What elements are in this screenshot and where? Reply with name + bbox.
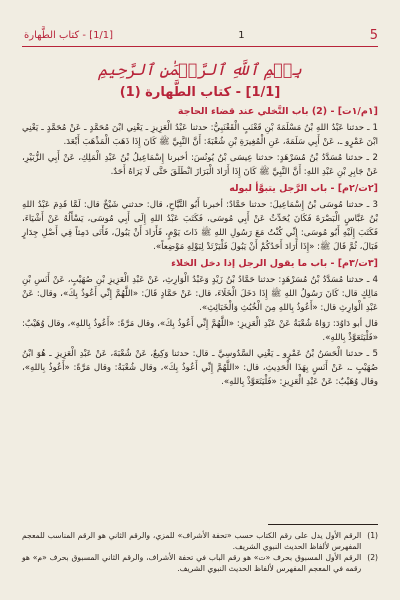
book-title: [1/1] - كتاب الطَّهارة (1) bbox=[119, 85, 281, 100]
section bbox=[22, 257, 378, 389]
section bbox=[22, 105, 378, 179]
hadith-paragraph: 5 ـ حدثنا الْحَسَنُ بْنُ عَمْرٍو ـ يَعْنِي السَّدُوسِيَّ ـ قال: حدثنا وَكِيعٌ، عَنْ شُعْبَةَ، عَنْ عَبْدِ الْعَزِيزِ ـ هُوَ ابْنُ صُهَيْبٍ ـ، عَنْ أَنَسٍ بِهَذَا الْحَدِيثِ، قال: «اللَّهُمَّ إِنِّي أَعُوذُ بِكَ»، وقال شُعْبَةُ: وقال مَرَّةً: «أَعُوذُ بِاللهِ»، وقال وُهَيْبٌ: عَنْ عَبْدِ الْعَزِيزِ: «فَلْيَتَعَوَّذْ بِاللهِ». bbox=[22, 349, 378, 387]
hadith-paragraph: 3 ـ حدثنا مُوسَى بْنُ إِسْمَاعِيلَ: حدثنا حَمَّادٌ: أخبرنا أَبُو التَّيَّاحِ، قال: حدثني شَيْخٌ قال: لَمَّا قَدِمَ عَبْدُ اللهِ بْنُ عَبَّاسٍ الْبَصْرَةَ فَكَانَ يُحَدِّثُ عَنْ أَبِي مُوسَى، فَكَتَبَ عَبْدُ اللهِ إِلَى أَبِي مُوسَى، يَسْأَلُهُ عَنْ أَشْيَاءَ، فَكَتَبَ إِلَيْهِ أَبُو مُوسَى: إِنِّي كُنْتُ مَعَ رَسُولِ اللهِ ﷺ ذَاتَ يَوْمٍ، فَأَرَادَ أَنْ يَبُولَ، فَأَتَى دَمِثاً فِي أَصْلِ جِدَارٍ فَبَالَ، ثُمَّ قَالَ ﷺ: «إِذَا أَرَادَ أَحَدُكُمْ أَنْ يَبُولَ فَلْيَرْتَدْ لِبَوْلِهِ مَوْضِعاً». bbox=[22, 200, 378, 252]
main-text bbox=[22, 56, 378, 600]
chapter-heading: [٣ت/٣م] - باب ما يقول الرجل إذا دخل الخلاء bbox=[171, 258, 378, 269]
section bbox=[22, 182, 378, 254]
footnote-divider bbox=[268, 524, 378, 525]
hadith-paragraph: 4 ـ حدثنا مُسَدَّدُ بْنُ مُسَرْهَدٍ: حدثنا حَمَّادُ بْنُ زَيْدٍ وَعَبْدُ الْوَارِثِ، عَنْ عَبْدِ الْعَزِيزِ بْنِ صُهَيْبٍ، عَنْ أَنَسِ بْنِ مَالِكٍ قال: كَانَ رَسُولُ اللهِ ﷺ إِذَا دَخَلَ الْخَلَاءَ، قال: عَنْ حَمَّادٍ قَالَ: «اللَّهُمَّ إِنِّي أَعُوذُ بِكَ»، وقال: عَنْ عَبْدِ الْوَارِثِ قال: «أَعُوذُ بِاللهِ مِنَ الْخُبُثِ وَالْخَبَائِثِ». bbox=[22, 275, 378, 313]
footnote-text: الرقم الأول يدل على رقم الكتاب حسب «تحفة الأشراف» للمزي، والرقم الثاني هو الرقم المناسب للمعجم المفهرس لألفاظ الحديث النبوي الشريف. bbox=[22, 531, 362, 551]
hadith-paragraph: 1 ـ حدثنا عَبْدُ اللهِ بْنُ مَسْلَمَةَ بْنِ قَعْنَبٍ الْقَعْنَبِيُّ: حدثنا عَبْدُ الْعَزِيزِ ـ يَعْنِي ابْنَ مُحَمَّدٍ ـ عَنْ مُحَمَّدٍ ـ يَعْنِي ابْنَ عَمْرٍو ـ، عَنْ أَبِي سَلَمَةَ، عَنِ الْمُغِيرَةِ بْنِ شُعْبَةَ: أَنَّ النَّبِيَّ ﷺ كَانَ إِذَا ذَهَبَ الْمَذْهَبَ أَبْعَدَ. bbox=[22, 123, 378, 147]
page-header bbox=[24, 26, 378, 44]
hadith-paragraph: قال أبو دَاوُدَ: رَوَاهُ شُعْبَةُ عَنْ عَبْدِ الْعَزِيزِ: «اللَّهُمَّ إِنِّي أَعُوذُ بِكَ»، وقال مَرَّةً: «أَعُوذُ بِاللهِ»، وقال وُهَيْبٌ: «فَلْيَتَعَوَّذْ بِاللهِ». bbox=[22, 319, 378, 343]
footnote-text: الرقم الأول المسبوق بحرف «ت» هو رقم الباب في تحفة الأشراف، والرقم الثاني المسبوق بحرف «م» هو رقمه في المعجم المفهرس لألفاظ الحديث النبوي الشريف. bbox=[22, 553, 362, 573]
footnote-number: (2) bbox=[367, 553, 378, 562]
page-number: 5 bbox=[369, 27, 378, 43]
hadith-paragraph: 2 ـ حدثنا مُسَدَّدُ بْنُ مُسَرْهَدٍ: حدثنا عِيسَى بْنُ يُونُسَ: أخبرنا إِسْمَاعِيلُ بْنُ عَبْدِ الْمَلِكِ، عَنْ أَبِي الزُّبَيْرِ، عَنْ جَابِرِ بْنِ عَبْدِ اللهِ: أَنَّ النَّبِيَّ ﷺ كَانَ إِذَا أَرَادَ الْبَرَازَ انْطَلَقَ حَتَّى لَا يَرَاهُ أَحَدٌ. bbox=[22, 153, 378, 177]
footnote bbox=[22, 552, 378, 574]
running-title: [1/1] - كتاب الطَّهارة bbox=[24, 29, 114, 41]
footnote bbox=[22, 530, 378, 552]
basmala: بِسۡمِ ٱللَّهِ ٱلرَّحۡمَٰنِ ٱلرَّحِيمِ bbox=[98, 60, 302, 79]
footnotes bbox=[22, 530, 378, 574]
chapter-heading: [٢ت/٢م] - باب الرَّجل يتبوَّأ لبوله bbox=[229, 183, 378, 194]
chapter-heading: [١م/١ت] - (2) باب التَّخلي عند قضاء الحاجة bbox=[177, 106, 378, 117]
center-number: 1 bbox=[238, 29, 245, 41]
header-divider bbox=[22, 46, 378, 47]
footnote-number: (1) bbox=[367, 531, 378, 540]
